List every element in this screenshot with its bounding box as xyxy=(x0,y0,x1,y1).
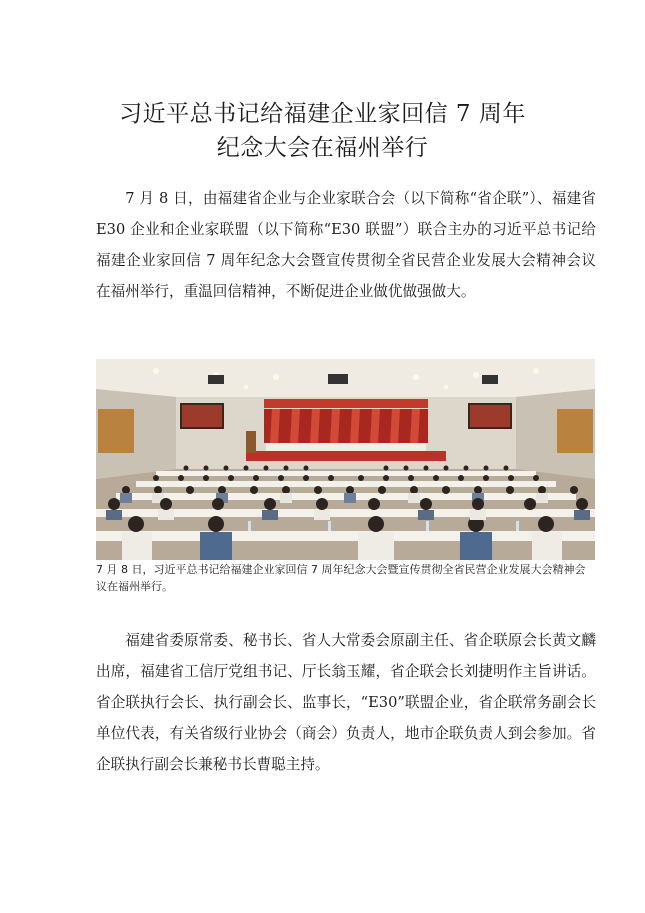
conference-photo xyxy=(96,359,595,560)
paragraph-1-text: 7 月 8 日，由福建省企业与企业家联合会（以下简称“省企联”）、福建省 E30 企业和企业家联盟（以下简称“E30 联盟”）联合主办的习近平总书记给福建企业家回信 7 周年纪念大会暨宣传贯彻全省民营企业发展大会精神会议在福州举行，重温回信精神，不断促进企业做优做强做大。 xyxy=(96,190,596,300)
paragraph-2-text: 福建省委原常委、秘书长、省人大常委会原副主任、省企联原会长黄文麟出席，福建省工信厅党组书记、厅长翁玉耀，省企联会长刘捷明作主旨讲话。省企联执行会长、执行副会长、监事长，“E30”联盟企业，省企联常务副会长单位代表，有关省级行业协会（商会）负责人，地市企联负责人到会参加。省企联执行副会长兼秘书长曹聪主持。 xyxy=(96,632,596,773)
paragraph-2 xyxy=(96,625,596,780)
title-line-1: 习近平总书记给福建企业家回信 7 周年 xyxy=(119,101,526,128)
title-line-2: 纪念大会在福州举行 xyxy=(216,135,429,162)
photo-caption: 7 月 8 日，习近平总书记给福建企业家回信 7 周年纪念大会暨宣传贯彻全省民营企业发展大会精神会议在福州举行。 xyxy=(96,563,586,593)
article-title xyxy=(60,97,585,165)
paragraph-1 xyxy=(96,183,596,307)
